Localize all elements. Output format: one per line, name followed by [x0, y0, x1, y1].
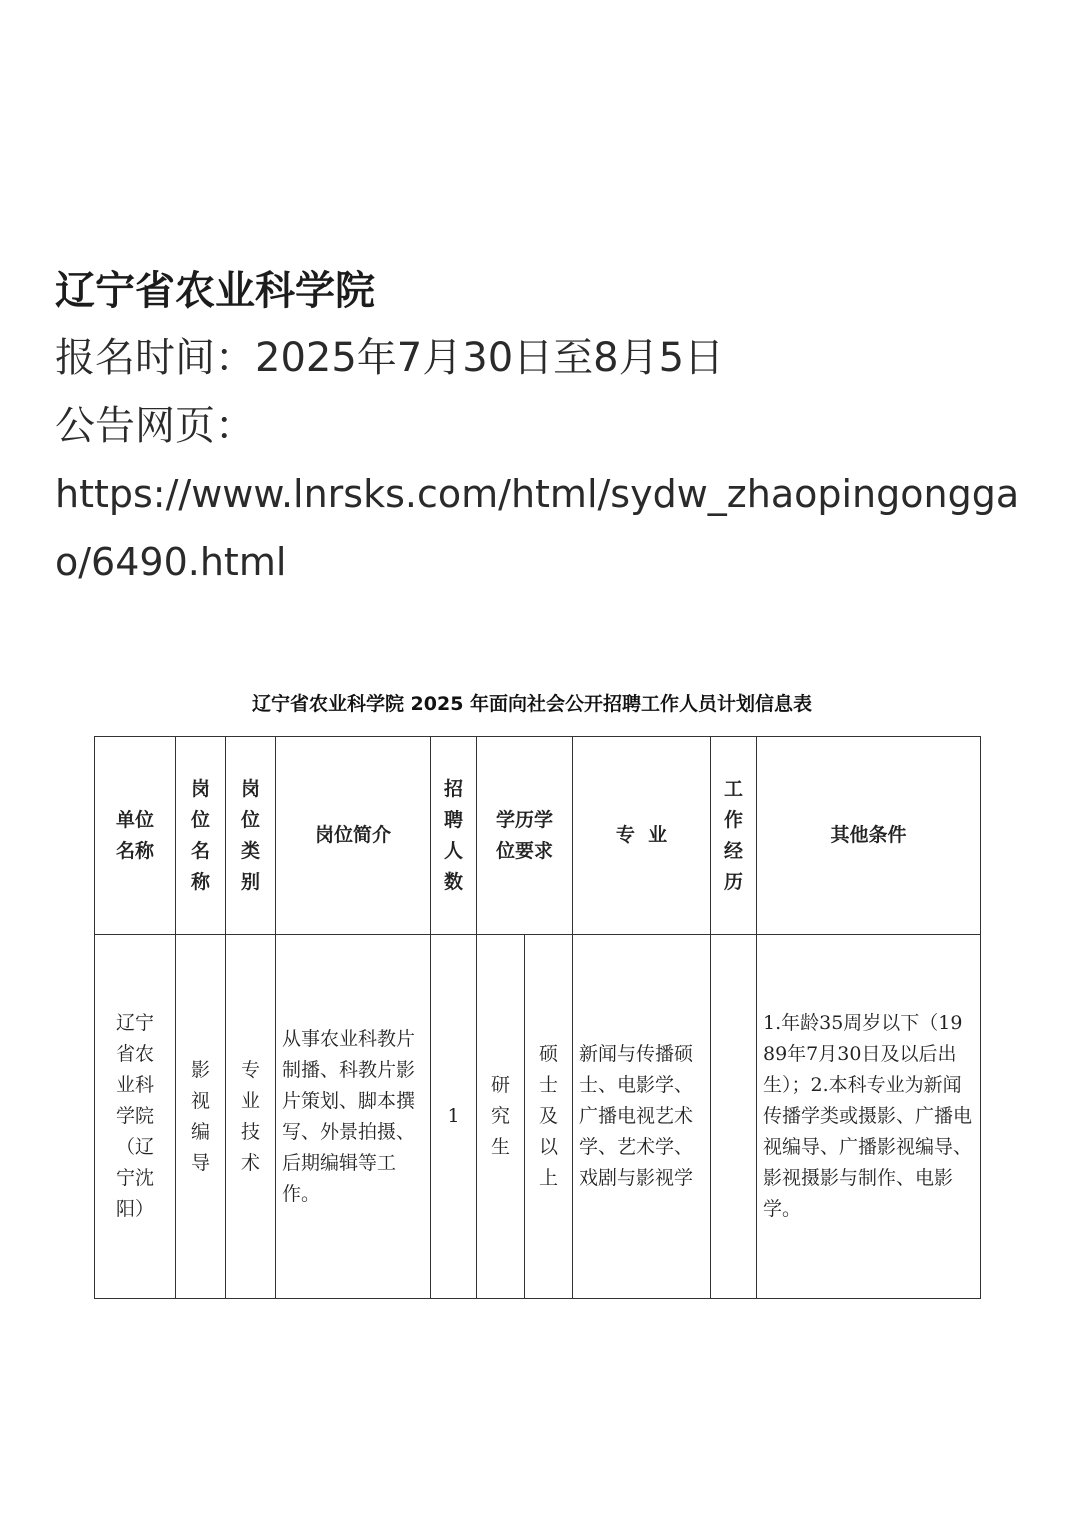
- header-other: 其他条件: [757, 737, 981, 935]
- cell-position-name: 影视编导: [176, 935, 226, 1299]
- post-content: [55, 258, 1045, 596]
- plan-table-title: 辽宁省农业科学院 2025 年面向社会公开招聘工作人员计划信息表: [251, 693, 813, 715]
- notice-url-link[interactable]: https://www.lnrsks.com/html/sydw_zhaopingonggao/6490.html: [55, 472, 1020, 584]
- cell-major: 新闻与传播硕士、电影学、广播电视艺术学、艺术学、戏剧与影视学: [573, 935, 711, 1299]
- recruitment-plan-table: [94, 736, 981, 1299]
- table-header-row: [95, 737, 981, 935]
- notice-label: 公告网页：: [55, 403, 255, 449]
- cell-other: 1.年龄35周岁以下（1989年7月30日及以后出生）；2.本科专业为新闻传播学类或摄影、广播电视编导、广播影视编导、影视摄影与制作、电影学。: [757, 935, 981, 1299]
- header-count: 招聘人数: [431, 737, 477, 935]
- header-position-type: 岗位类别: [226, 737, 276, 935]
- cell-experience: [711, 935, 757, 1299]
- header-major: 专 业: [573, 737, 711, 935]
- header-intro: 岗位简介: [276, 737, 431, 935]
- table-row: [95, 935, 981, 1299]
- header-unit: 单位名称: [95, 737, 176, 935]
- cell-position-type: 专业技术: [226, 935, 276, 1299]
- cell-degree: 硕士及以上: [525, 935, 573, 1299]
- post-title: 辽宁省农业科学院: [55, 268, 375, 314]
- signup-time: 报名时间：2025年7月30日至8月5日: [55, 335, 725, 381]
- cell-unit: 辽宁省农业科学院（辽宁沈阳）: [95, 935, 176, 1299]
- header-position-name: 岗位名称: [176, 737, 226, 935]
- header-experience: 工作经历: [711, 737, 757, 935]
- cell-intro: 从事农业科教片制播、科教片影片策划、脚本撰写、外景拍摄、后期编辑等工作。: [276, 935, 431, 1299]
- header-education: 学历学位要求: [477, 737, 573, 935]
- cell-count: 1: [431, 935, 477, 1299]
- recruitment-plan-image: [94, 680, 980, 1220]
- cell-education: 研究生: [477, 935, 525, 1299]
